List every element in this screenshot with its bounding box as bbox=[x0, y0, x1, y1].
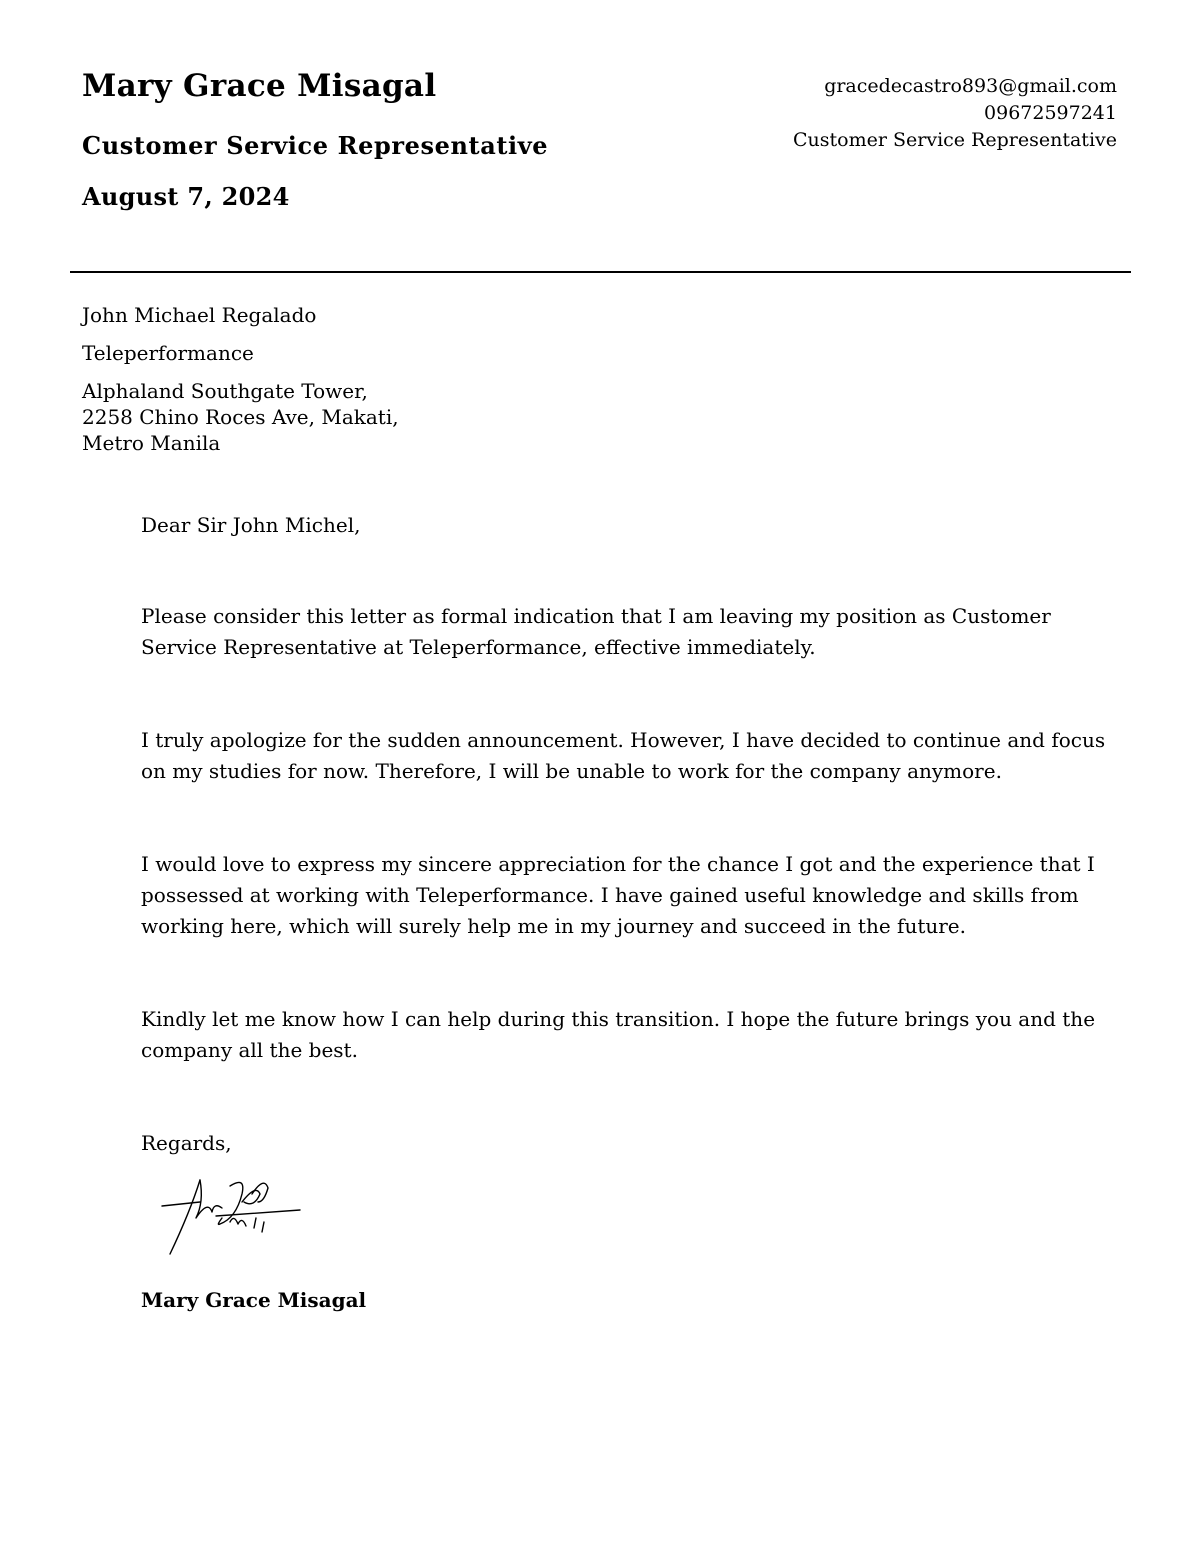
letter-date: August 7, 2024 bbox=[82, 182, 290, 211]
body-paragraph: I truly apologize for the sudden announcement. However, I have decided to continue and focus on my studies for now. Therefore, I will be unable to work for the company anymore. bbox=[141, 728, 1106, 783]
signer-name: Mary Grace Misagal bbox=[141, 1288, 367, 1312]
salutation: Dear Sir John Michel, bbox=[141, 513, 361, 537]
letter-body bbox=[141, 510, 1131, 1159]
header-divider bbox=[70, 271, 1131, 273]
contact-email: gracedecastro893@gmail.com bbox=[824, 75, 1117, 97]
body-paragraph: I would love to express my sincere appreciation for the chance I got and the experience that I possessed at working with Teleperformance. I have gained useful knowledge and skills from working here, which will surely help me in my journey and succeed in the future. bbox=[141, 852, 1095, 938]
recipient-address-line: Alphaland Southgate Tower, bbox=[82, 379, 368, 403]
recipient-name: John Michael Regalado bbox=[82, 303, 317, 327]
sender-name: Mary Grace Misagal bbox=[82, 68, 437, 104]
closing: Regards, bbox=[141, 1131, 232, 1155]
contact-role: Customer Service Representative bbox=[793, 129, 1117, 151]
body-paragraph: Please consider this letter as formal indication that I am leaving my position as Customer Service Representative at Teleperformance, effective immediately. bbox=[141, 604, 1051, 659]
recipient-company: Teleperformance bbox=[82, 341, 254, 365]
recipient-address-line: 2258 Chino Roces Ave, Makati, bbox=[82, 405, 399, 429]
body-paragraph: Kindly let me know how I can help during this transition. I hope the future brings you and the company all the best. bbox=[141, 1007, 1096, 1062]
sender-job-title: Customer Service Representative bbox=[82, 131, 549, 160]
recipient-address-line: Metro Manila bbox=[82, 431, 221, 455]
contact-phone: 09672597241 bbox=[984, 102, 1117, 124]
recipient-block bbox=[82, 302, 399, 456]
signature-image bbox=[160, 1172, 310, 1262]
contact-block bbox=[793, 73, 1117, 154]
